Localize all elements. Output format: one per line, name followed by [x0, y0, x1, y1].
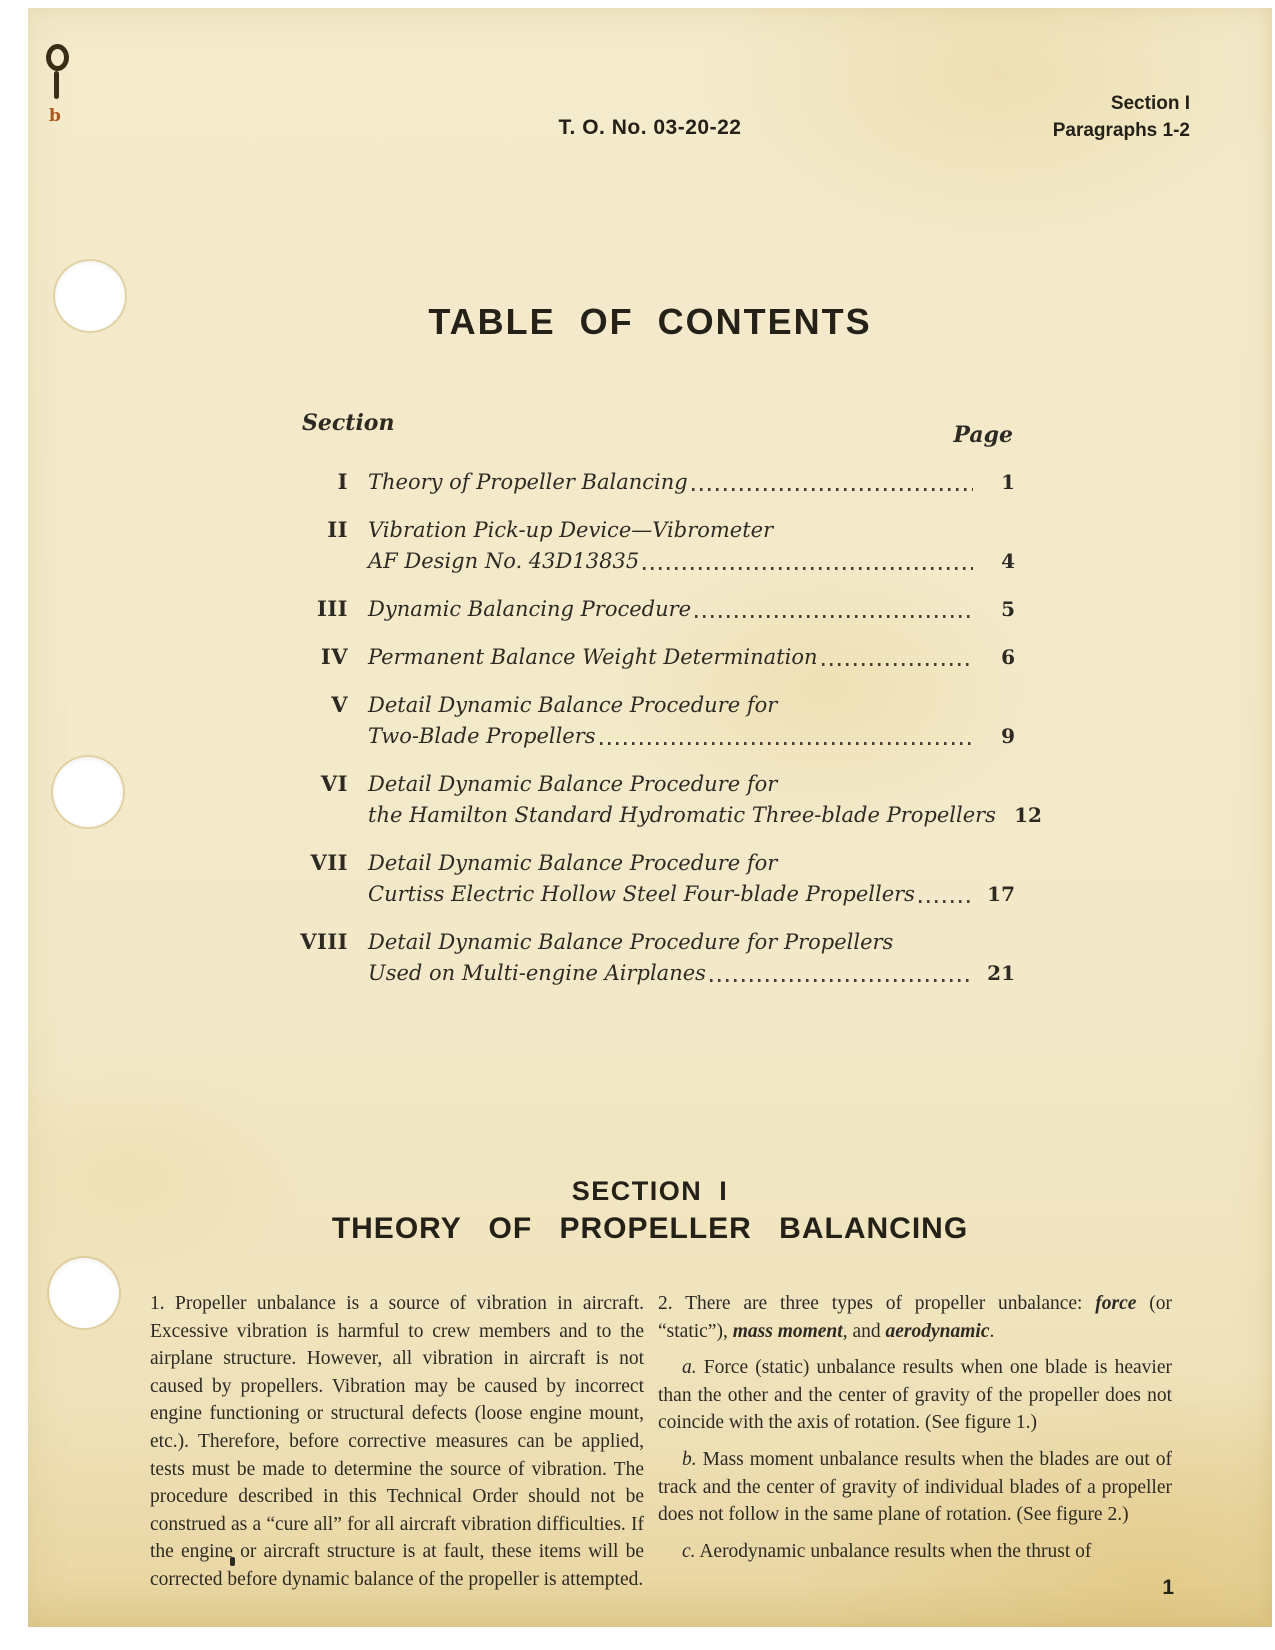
header-section-label: Section I [1110, 93, 1190, 114]
section-title: THEORY OF PROPELLER BALANCING [331, 1212, 969, 1245]
toc-section-numeral: III [317, 596, 348, 621]
toc-page-number: 12 [1014, 803, 1042, 827]
toc-column-labels [300, 410, 1015, 450]
body-paragraph: b. Mass moment unbalance results when the blades are out of track and the center of gravity of individual blades of a propeller does not follow in the same plane of rotation. (See figure 2.) [658, 1448, 1172, 1526]
toc-entry-title: AF Design No. 43D13835 [368, 549, 640, 573]
toc-entry-title: the Hamilton Standard Hydromatic Three-blade Propellers [368, 803, 996, 827]
toc-title: TABLE OF CONTENTS [428, 301, 872, 342]
toc-section-numeral: II [327, 517, 348, 542]
toc-entry [300, 466, 1015, 498]
dotted-leader [600, 742, 973, 745]
toc-entry-title: Dynamic Balancing Procedure [368, 597, 692, 621]
body-paragraph: 1. Propeller unbalance is a source of vibration in aircraft. Excessive vibration is harmful to crew members and to the airplane structure. However, all vibration in aircraft is not caused by propellers. Vibration may be caused by incorrect engine functioning or structural defects (loose engine mount, etc.). Therefore, before corrective measures can be applied, tests must be made to determine the source of vibration. The procedure described in this Technical Order should not be construed as a “cure all” for all aircraft vibration difficulties. If the engine or aircraft structure is at fault, these items will be corrected before dynamic balance of the propeller is attempted. [150, 1293, 644, 1590]
header-section-ref [1053, 90, 1190, 144]
body-columns [150, 1290, 1172, 1603]
header-to-number: T. O. No. 03-20-22 [558, 116, 742, 139]
section-heading: SECTION I [571, 1176, 729, 1206]
toc-page-number: 6 [1001, 645, 1015, 669]
dotted-leader [710, 979, 973, 982]
punch-hole [53, 757, 123, 827]
dotted-leader [692, 488, 973, 491]
toc-entry [300, 514, 1015, 577]
header-paragraphs-label: Paragraphs 1-2 [1052, 120, 1190, 141]
body-paragraph: c. Aerodynamic unbalance results when the thrust of [682, 1540, 1092, 1562]
page-number: 1 [1162, 1576, 1174, 1599]
toc-entry-title: Permanent Balance Weight Determination [368, 645, 818, 669]
body-paragraph: a. Force (static) unbalance results when one blade is heavier than the other and the center of gravity of the propeller does not coincide with the axis of rotation. (See figure 1.) [658, 1357, 1172, 1434]
toc-page-column-label: Page [953, 422, 1013, 448]
toc-section-numeral: VIII [300, 929, 348, 954]
body-column-left [150, 1290, 644, 1603]
body-paragraph: 2. There are three types of propeller unbalance: force (or “static”), mass moment, and aerodynamic. [658, 1293, 1172, 1342]
dotted-leader [822, 663, 973, 666]
toc-entry-title: Detail Dynamic Balance Procedure for Propellers [368, 930, 894, 954]
toc-entry [300, 593, 1015, 625]
dotted-leader [643, 567, 973, 570]
toc-section-numeral: I [337, 469, 348, 494]
body-column-right [658, 1290, 1172, 1603]
toc-entry-title: Two-Blade Propellers [368, 724, 596, 748]
toc-entry [300, 641, 1015, 673]
punch-hole [49, 1258, 119, 1328]
toc-page-number: 17 [987, 882, 1015, 906]
toc-entry-title: Theory of Propeller Balancing [368, 470, 688, 494]
toc-page-number: 9 [1001, 724, 1015, 748]
toc-list [300, 466, 1042, 1005]
ink-mark-stroke [54, 71, 59, 99]
toc-entry [300, 768, 1042, 831]
toc-page-number: 5 [1001, 597, 1015, 621]
toc-entry [300, 847, 1015, 910]
paper-sheet [28, 8, 1272, 1627]
dotted-leader [919, 900, 973, 903]
dotted-leader [695, 615, 973, 618]
toc-entry-title: Detail Dynamic Balance Procedure for [368, 693, 778, 717]
toc-page-number: 21 [987, 961, 1015, 985]
toc-section-numeral: V [331, 692, 348, 717]
toc-section-numeral: VII [310, 850, 348, 875]
toc-entry-title: Curtiss Electric Hollow Steel Four-blade Propellers [368, 882, 915, 906]
toc-entry-title: Detail Dynamic Balance Procedure for [368, 772, 778, 796]
ink-mark-ring [46, 44, 69, 71]
toc-section-numeral: IV [320, 644, 348, 669]
ink-mark-letter: b [49, 106, 61, 126]
toc-page-number: 4 [1001, 549, 1015, 573]
toc-entry [300, 689, 1015, 752]
toc-entry-title: Vibration Pick-up Device—Vibrometer [368, 518, 774, 542]
toc-section-numeral: VI [320, 771, 348, 796]
toc-entry-title: Used on Multi-engine Airplanes [368, 961, 706, 985]
toc-entry [300, 926, 1015, 989]
toc-entry-title: Detail Dynamic Balance Procedure for [368, 851, 778, 875]
toc-section-column-label: Section [302, 410, 395, 436]
toc-page-number: 1 [1001, 470, 1015, 494]
